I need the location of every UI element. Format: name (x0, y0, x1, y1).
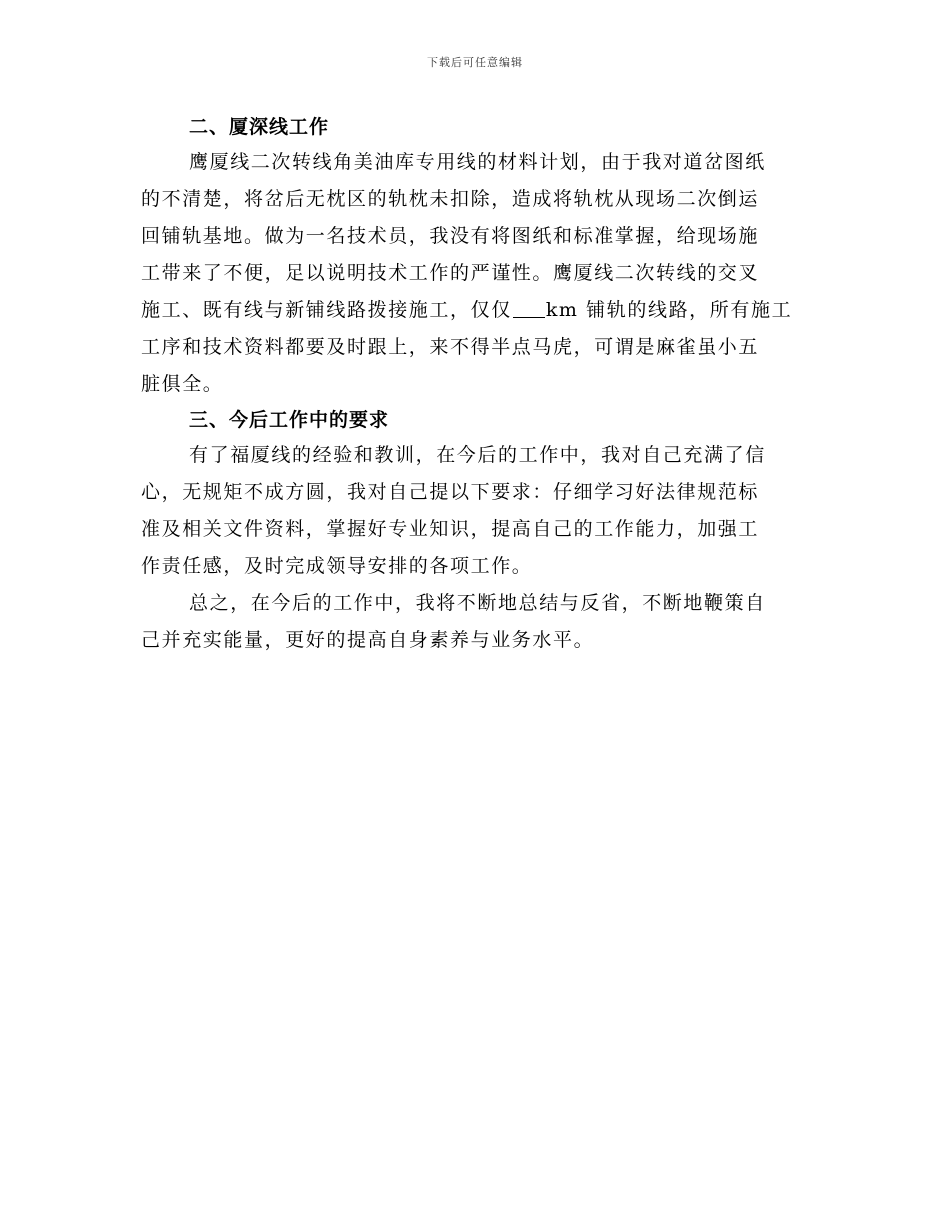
paragraph-line: 的不清楚，将岔后无枕区的轨枕未扣除，造成将轨枕从现场二次倒运 (141, 188, 760, 210)
paragraph-conclusion (141, 585, 809, 659)
paragraph-line-part: 施工、既有线与新铺线路拨接施工，仅仅 (141, 299, 512, 321)
paragraph-line: 总之，在今后的工作中，我将不断地总结与反省，不断地鞭策自 (189, 592, 766, 614)
page-header: 下载后可任意编辑 (427, 56, 523, 69)
paragraph-line: 回铺轨基地。做为一名技术员，我没有将图纸和标准掌握，给现场施 (141, 225, 760, 247)
paragraph-line: 作责任感，及时完成领导安排的各项工作。 (141, 555, 533, 577)
paragraph-xiashen-work (141, 144, 809, 403)
paragraph-line: 准及相关文件资料，掌握好专业知识，提高自己的工作能力，加强工 (141, 518, 760, 540)
paragraph-line: 己并充实能量，更好的提高自身素养与业务水平。 (141, 629, 595, 651)
paragraph-line: 有了福厦线的经验和教训，在今后的工作中，我对自己充满了信 (189, 444, 766, 466)
paragraph-line-with-blank (141, 292, 809, 329)
paragraph-line-part: km 铺轨的线路，所有施工 (545, 299, 793, 321)
document-body (141, 110, 809, 659)
paragraph-line: 心，无规矩不成方圆，我对自己提以下要求：仔细学习好法律规范标 (141, 481, 760, 503)
fill-in-blank (513, 299, 545, 318)
paragraph-line: 工序和技术资料都要及时跟上，来不得半点马虎，可谓是麻雀虽小五 (141, 336, 760, 358)
paragraph-line: 脏俱全。 (141, 373, 224, 395)
section-heading-future-requirements: 三、今后工作中的要求 (189, 409, 390, 431)
paragraph-requirements (141, 437, 809, 585)
paragraph-line: 鹰厦线二次转线角美油库专用线的材料计划，由于我对道岔图纸 (189, 151, 766, 173)
paragraph-line: 工带来了不便，足以说明技术工作的严谨性。鹰厦线二次转线的交叉 (141, 262, 760, 284)
section-heading-xiashen: 二、厦深线工作 (189, 116, 330, 138)
